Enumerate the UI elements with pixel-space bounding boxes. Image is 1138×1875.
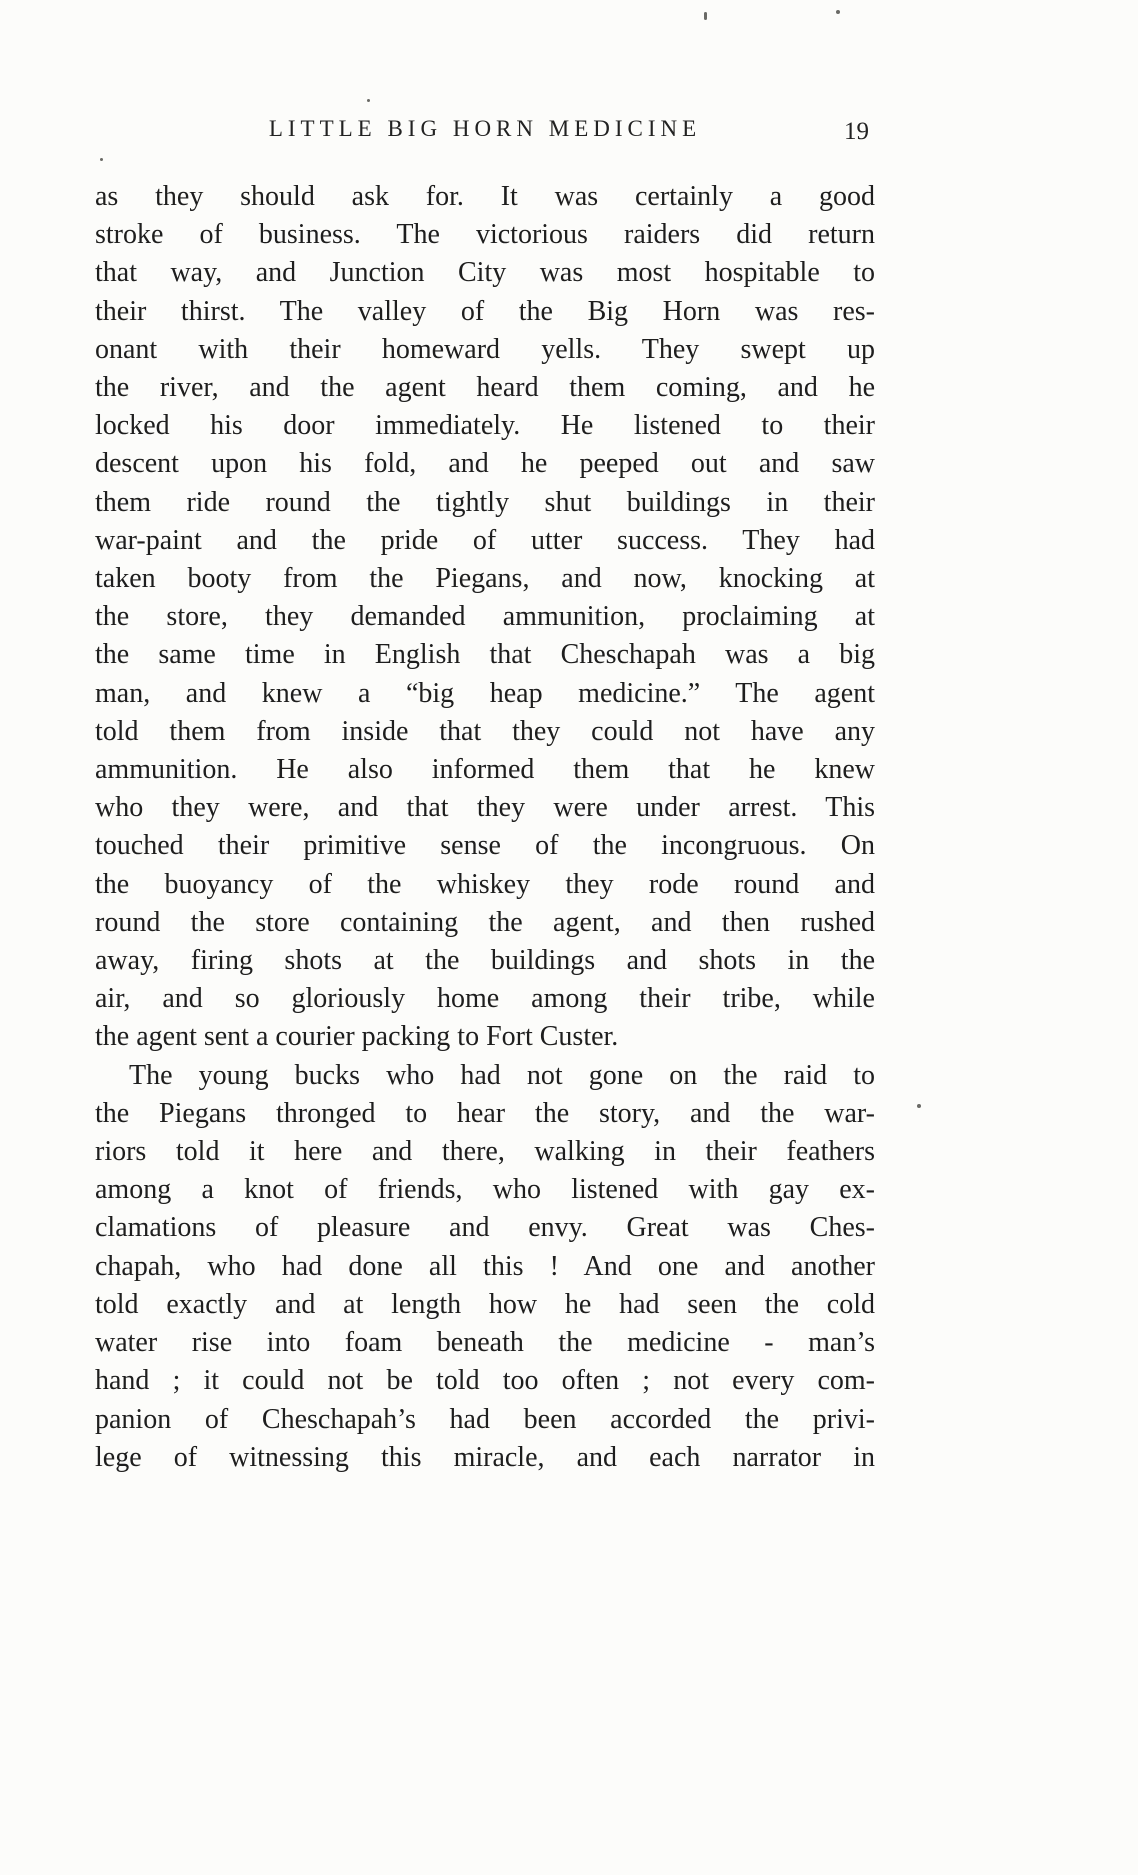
text-line: touched their primitive sense of the incongruous. On xyxy=(95,830,875,862)
text-line: round the store containing the agent, and then rushed xyxy=(95,906,875,938)
running-title: LITTLE BIG HORN MEDICINE xyxy=(268,116,702,141)
text-line: the river, and the agent heard them coming, and he xyxy=(95,372,875,404)
text-line: told them from inside that they could not have any xyxy=(95,715,875,747)
page-body xyxy=(95,178,875,1477)
scan-artifact xyxy=(836,10,840,14)
text-line: water rise into foam beneath the medicine - man’s xyxy=(95,1327,875,1359)
text-line: riors told it here and there, walking in their feathers xyxy=(95,1136,875,1168)
text-line: lege of witnessing this miracle, and each narrator in xyxy=(95,1441,875,1473)
text-line: the agent sent a courier packing to Fort Custer. xyxy=(95,1021,619,1053)
text-line: onant with their homeward yells. They swept up xyxy=(95,333,875,365)
text-line: their thirst. The valley of the Big Horn was res- xyxy=(95,295,875,327)
text-line: The young bucks who had not gone on the raid to xyxy=(129,1059,875,1091)
text-line: the store, they demanded ammunition, proclaiming at xyxy=(95,601,875,633)
scan-artifact xyxy=(704,12,707,20)
text-line: ammunition. He also informed them that he knew xyxy=(95,754,875,786)
text-line: as they should ask for. It was certainly a good xyxy=(95,181,875,212)
text-line: away, firing shots at the buildings and shots in the xyxy=(95,945,875,977)
text-line: man, and knew a “big heap medicine.” The agent xyxy=(95,677,875,709)
text-line: panion of Cheschapah’s had been accorded the privi- xyxy=(95,1403,875,1435)
scan-artifact xyxy=(100,158,103,161)
text-line: locked his door immediately. He listened to their xyxy=(95,410,875,442)
text-line: the same time in English that Cheschapah was a big xyxy=(95,639,875,671)
text-line: descent upon his fold, and he peeped out and saw xyxy=(95,448,875,480)
text-line: stroke of business. The victorious raiders did return xyxy=(95,219,875,251)
text-line: hand ; it could not be told too often ; not every com- xyxy=(95,1365,875,1397)
text-line: among a knot of friends, who listened with gay ex- xyxy=(95,1174,875,1206)
text-line: chapah, who had done all this ! And one and another xyxy=(95,1250,875,1282)
scan-artifact xyxy=(367,99,370,102)
text-line: the Piegans thronged to hear the story, and the war- xyxy=(95,1097,875,1129)
text-line: war-paint and the pride of utter success. They had xyxy=(95,524,875,556)
text-line: that way, and Junction City was most hospitable to xyxy=(95,257,875,289)
page-number: 19 xyxy=(844,118,869,145)
text-line: the buoyancy of the whiskey they rode round and xyxy=(95,868,875,900)
scan-artifact xyxy=(917,1104,921,1108)
text-line: taken booty from the Piegans, and now, knocking at xyxy=(95,563,875,595)
text-line: who they were, and that they were under arrest. This xyxy=(95,792,875,824)
text-line: air, and so gloriously home among their tribe, while xyxy=(95,983,875,1015)
text-line: them ride round the tightly shut buildings in their xyxy=(95,486,875,518)
text-line: clamations of pleasure and envy. Great was Ches- xyxy=(95,1212,875,1244)
text-line: told exactly and at length how he had seen the cold xyxy=(95,1288,875,1320)
page-header xyxy=(95,116,875,145)
